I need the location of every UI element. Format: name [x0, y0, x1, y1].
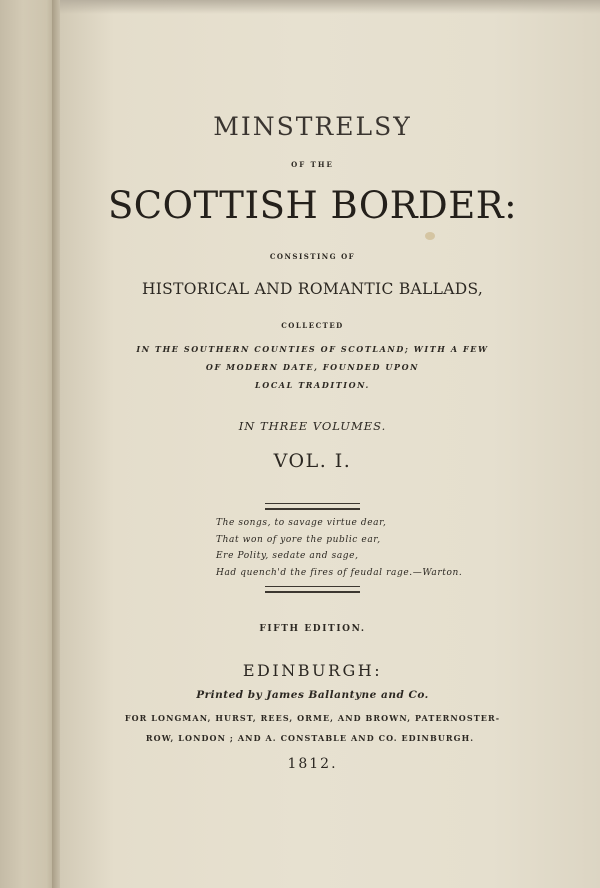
- publication-year: 1812.: [287, 756, 338, 772]
- description-line-2: OF MODERN DATE, FOUNDED UPON: [205, 362, 420, 372]
- decorative-rule-bottom: [265, 586, 360, 593]
- publishers-line-2: ROW, LONDON ; AND A. CONSTABLE AND CO. EDINBURGH.: [145, 733, 475, 743]
- description-line-1: IN THE SOUTHERN COUNTIES OF SCOTLAND; WITH A FEW: [136, 344, 489, 354]
- imprint-city: EDINBURGH:: [242, 661, 383, 680]
- printer-line: Printed by James Ballantyne and Co.: [196, 689, 429, 701]
- epigraph-line-1: The songs, to savage virtue dear,: [216, 518, 387, 528]
- epigraph-line-4: Had quench'd the fires of feudal rage.—Warton.: [216, 568, 463, 578]
- epigraph-line-3: Ere Polity, sedate and sage,: [216, 551, 359, 561]
- epigraph-line-2: That won of yore the public ear,: [216, 535, 381, 545]
- connector-of-the: OF THE: [291, 160, 334, 169]
- publishers-line-1: FOR LONGMAN, HURST, REES, ORME, AND BROWN, PATERNOSTER-: [124, 713, 501, 723]
- volume-number: VOL. I.: [273, 450, 352, 472]
- title-line-1: MINSTRELSY: [213, 112, 412, 141]
- volumes-note: IN THREE VOLUMES.: [238, 419, 387, 433]
- edition: FIFTH EDITION.: [259, 624, 366, 634]
- title-line-2: SCOTTISH BORDER:: [107, 184, 518, 227]
- paper-stain: [425, 232, 435, 240]
- page-top-shadow: [60, 0, 600, 14]
- left-page-edge: [0, 0, 58, 888]
- connector-collected: COLLECTED: [281, 321, 344, 330]
- subtitle: HISTORICAL AND ROMANTIC BALLADS,: [141, 280, 484, 298]
- decorative-rule-top: [265, 503, 360, 510]
- connector-consisting-of: CONSISTING OF: [269, 252, 356, 261]
- description-line-3: LOCAL TRADITION.: [255, 380, 370, 390]
